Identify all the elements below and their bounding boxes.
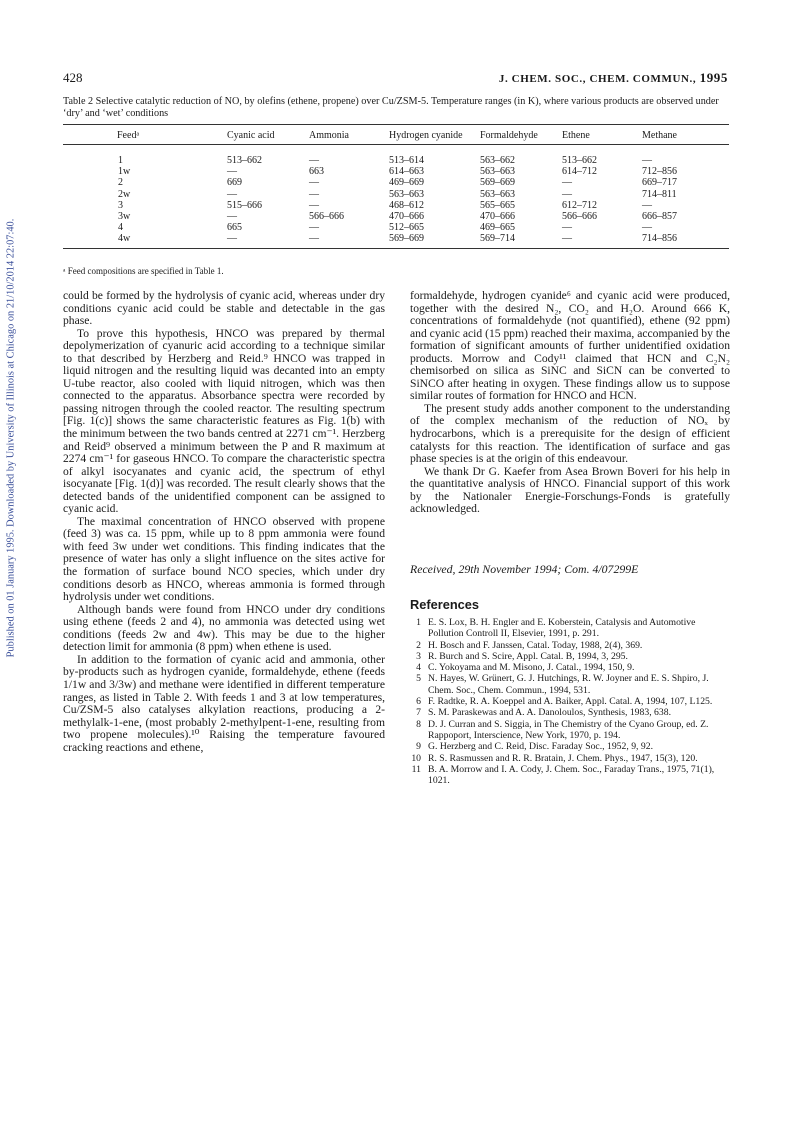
reference-text: C. Yokoyama and M. Misono, J. Catal., 1994, 150, 9. (428, 662, 635, 674)
table-cell: 513–614 (389, 155, 424, 166)
table-cell: — (642, 222, 652, 234)
table-cell: 569–669 (389, 233, 480, 248)
reference-text: B. A. Morrow and I. A. Cody, J. Chem. Soc., Faraday Trans., 1975, 71(1), 1021. (428, 763, 715, 787)
body-left-column (63, 290, 385, 754)
reference-number: 3 (416, 650, 421, 662)
table-cell: 666–857 (642, 211, 677, 223)
table-cell: — (642, 155, 652, 166)
body-right-column (410, 290, 730, 516)
table-cell: 663 (309, 166, 324, 178)
table-cell: 2w (118, 188, 131, 200)
table-cell: 3 (118, 199, 123, 211)
table-cell: 614–712 (562, 166, 597, 178)
column-header-cyanic-acid: Cyanic acid (227, 125, 309, 145)
table-cell: 566–666 (309, 211, 344, 223)
table-cell: 714–811 (642, 188, 677, 200)
table-row (63, 189, 729, 200)
paragraph: To prove this hypothesis, HNCO was prepared by thermal depolymerization of cyanuric acid according to a technique similar to that described by Herzberg and Reid.⁹ HNCO was trapped in liquid nitrogen and the resulting liquid was decanted into an empty U-tube reactor, also cooled with liquid nitrogen, which was then connected to the apparatus. Absorbance spectra were recorded by passing nitrogen through the cooled reactor. The resulting spectrum [Fig. 1(c)] shows the same characteristic features as Fig. 1(b) with the minimum between the two bands centred at 2271 cm⁻¹. Herzberg and Reid⁹ observed a minimum between the P and R maximum at 2274 cm⁻¹ for gaseous HNCO. To compare the characteristic spectra of alkyl isocyanates and cyanic acid, the spectrum of ethyl isocyanate [Fig. 1(d)] was recorded. The result clearly shows that the detected bands of the unidentified component can be assigned to cyanic acid. (63, 326, 385, 516)
table-cell: 669–717 (642, 177, 677, 189)
table-cell: 512–665 (389, 222, 424, 234)
table-cell: — (562, 177, 572, 189)
reference-text: E. S. Lox, B. H. Engler and E. Koberstein, Catalysis and Automotive Pollution Controll II, Elsevier, 1991, p. 291. (428, 617, 696, 640)
table-cell: — (227, 211, 237, 223)
table-cell: 4 (118, 222, 123, 234)
table-cell: 566–666 (562, 211, 597, 223)
table-caption: Table 2 Selective catalytic reduction of NO, by olefins (ethene, propene) over Cu/ZSM-5. Temperature ranges (in K), where various products are observed under ‘dry’ and ‘wet’ conditions (63, 96, 719, 119)
table-cell: — (309, 233, 389, 248)
table-cell: 470–666 (389, 211, 424, 223)
table-cell: 563–663 (389, 188, 424, 200)
table-cell: 3w (118, 211, 131, 223)
reference-item (410, 617, 730, 640)
table-header-row (63, 125, 729, 145)
table-cell: — (642, 199, 652, 211)
reference-number: 10 (411, 752, 421, 764)
reference-text: N. Hayes, W. Grünert, G. J. Hutchings, R. W. Joyner and E. S. Shpiro, J. Chem. Soc., Chem. Commun., 1994, 531. (428, 673, 709, 696)
table-cell: 469–665 (480, 222, 515, 234)
table-cell: 513–662 (227, 155, 262, 166)
table-cell: 712–856 (642, 166, 677, 178)
reference-item (410, 640, 730, 651)
table-cell: — (309, 199, 319, 211)
table-footnote: ᵃ Feed compositions are specified in Table 1. (63, 266, 224, 276)
reference-item (410, 741, 730, 752)
table-cell: — (309, 222, 319, 234)
reference-text: D. J. Curran and S. Siggia, in The Chemistry of the Cyano Group, ed. Z. Rappoport, Interscience, New York, 1970, p. 194. (428, 718, 709, 741)
reference-text: G. Herzberg and C. Reid, Disc. Faraday Soc., 1952, 9, 92. (428, 741, 654, 753)
reference-number: 1 (416, 617, 421, 628)
table-cell: 714–856 (642, 233, 729, 248)
table-cell: 569–714 (480, 233, 562, 248)
reference-item (410, 707, 730, 718)
column-header-ammonia: Ammonia (309, 125, 389, 145)
table-cell: 1 (118, 155, 123, 166)
reference-number: 5 (416, 673, 421, 685)
reference-number: 7 (416, 707, 421, 719)
paragraph: The present study adds another component to the understanding of the complex mechanism of the reduction of NOₓ by hydrocarbons, which is a prerequisite for the design of efficient catalysts for this reaction. The identification of surface and gas phase species is at the origin of this endeavour. (410, 401, 730, 466)
table-cell: 669 (227, 177, 242, 189)
reference-item (410, 764, 730, 787)
reference-number: 2 (416, 639, 421, 651)
journal-header (499, 70, 728, 86)
paragraph: formaldehyde, hydrogen cyanide⁶ and cyanic acid were produced, together with the desired N₂, CO₂ and H₂O. Around 666 K, concentrations of formaldehyde (not quantified), ethene (92 ppm) and cyanic acid (15 ppm) reached their maxima, accompanied by the formation of significant amounts of further unidentified oxidation products. Morrow and Cody¹¹ claimed that HCN and C₂N₂ chemisorbed on silica as SiNC and SiCN can be converted to SiNCO after heating in oxygen. These findings allow us to suppose similar routes of formation for HNCO and HCN. (410, 289, 730, 403)
reference-item (410, 651, 730, 662)
column-header-feed: Feedᵃ (63, 125, 227, 145)
table-row (63, 233, 729, 248)
table-cell: — (562, 188, 572, 200)
reference-item (410, 719, 730, 742)
table-cell: — (309, 177, 319, 189)
table-cell: — (227, 233, 309, 248)
table-cell: 665 (227, 222, 242, 234)
column-header-methane: Methane (642, 125, 729, 145)
table-cell: — (562, 233, 642, 248)
table-row (63, 166, 729, 177)
side-stamp-text: Published on 01 January 1995. Downloaded by University of Illinois at Chicago on 21/10/2014 22:07:40. (5, 218, 17, 658)
page-number: 428 (63, 70, 83, 85)
reference-text: R. S. Rasmussen and R. R. Bratain, J. Chem. Phys., 1947, 15(3), 120. (428, 752, 698, 764)
reference-item (410, 696, 730, 707)
paragraph: Although bands were found from HNCO under dry conditions using ethene (feeds 2 and 4), no ammonia was detected using wet conditions (feeds 2w and 4w). This may be due to the higher detection limit for ammonia (8 ppm) when ethene is used. (63, 602, 385, 654)
results-table-wrapper (63, 124, 729, 249)
reference-text: R. Burch and S. Scire, Appl. Catal. B, 1994, 3, 295. (428, 650, 628, 662)
table-cell: 515–666 (227, 199, 262, 211)
paragraph: We thank Dr G. Kaefer from Asea Brown Boveri for his help in the quantitative analysis of HNCO. Financial support of this work by the Nationaler Energie-Forschungs-Fonds is gratefully acknowledged. (410, 464, 730, 516)
paragraph: The maximal concentration of HNCO observed with propene (feed 3) was ca. 15 ppm, while up to 8 ppm ammonia were found with feed 3w under wet conditions. This finding indicates that the presence of water has only a slight influence on the sites active for the formation of surface bound NCO species, which under dry conditions desorb as HNCO, whereas ammonia is formed through hydrolysis under wet conditions. (63, 514, 385, 604)
column-header-formaldehyde: Formaldehyde (480, 125, 562, 145)
references-list (410, 617, 730, 786)
reference-item (410, 662, 730, 673)
reference-number: 4 (416, 662, 421, 674)
paragraph: could be formed by the hydrolysis of cyanic acid, whereas under dry conditions cyanic acid could be stable and detectable in the gas phase. (63, 289, 385, 328)
table-cell: 569–669 (480, 177, 515, 189)
side-download-stamp (2, 218, 20, 658)
reference-number: 9 (416, 741, 421, 753)
table-cell: 468–612 (389, 199, 424, 211)
reference-item (410, 753, 730, 764)
table-cell: — (562, 222, 572, 234)
paragraph: In addition to the formation of cyanic acid and ammonia, other by-products such as hydrogen cyanide, formaldehyde, ethene (feeds 1/1w and 3/3w) and methane were identified in different temperature ranges, as listed in Table 2. With feeds 1 and 3 at low temperatures, Cu/ZSM-5 also catalyses alkylation reactions, producing a 2-methylalk-1-ene, (most probably 2-methylpent-1-ene, resulting from two propene molecules).¹⁰ Raising the temperature favoured cracking reactions and ethene, (63, 652, 385, 754)
reference-text: S. M. Paraskewas and A. A. Danoloulos, Synthesis, 1983, 638. (428, 707, 671, 719)
received-date-line: Received, 29th November 1994; Com. 4/07299E (410, 562, 639, 576)
table-cell: 614–663 (389, 166, 424, 178)
table-cell: 612–712 (562, 199, 597, 211)
column-header-hydrogen-cyanide: Hydrogen cyanide (389, 125, 480, 145)
reference-text: F. Radtke, R. A. Koeppel and A. Baiker, Appl. Catal. A, 1994, 107, L125. (428, 696, 713, 708)
column-header-ethene: Ethene (562, 125, 642, 145)
table-row (63, 177, 729, 188)
table-cell: 4w (63, 233, 227, 248)
table-row (63, 200, 729, 211)
table-cell: 2 (118, 177, 123, 189)
reference-number: 6 (416, 696, 421, 708)
table-cell: 469–669 (389, 177, 424, 189)
reference-item (410, 673, 730, 696)
table-cell: 513–662 (562, 155, 597, 166)
journal-year: 1995 (699, 70, 728, 85)
table-cell: — (227, 188, 237, 200)
table-cell: 1w (118, 166, 131, 178)
table-row (63, 211, 729, 222)
journal-name: J. CHEM. SOC., CHEM. COMMUN., (498, 73, 700, 85)
table-cell: 563–663 (480, 166, 515, 178)
table-cell: 563–663 (480, 188, 515, 200)
reference-number: 11 (411, 763, 421, 775)
table-cell: — (309, 155, 319, 166)
table-cell: 470–666 (480, 211, 515, 223)
reference-text: H. Bosch and F. Janssen, Catal. Today, 1988, 2(4), 369. (428, 639, 643, 651)
table-cell: 563–662 (480, 155, 515, 166)
table-row (63, 222, 729, 233)
table-row (63, 145, 729, 167)
reference-number: 8 (416, 718, 421, 730)
table-cell: — (227, 166, 237, 178)
results-table (63, 124, 729, 249)
table-cell: 565–665 (480, 199, 515, 211)
table-cell: — (309, 188, 319, 200)
references-heading: References (410, 597, 480, 612)
